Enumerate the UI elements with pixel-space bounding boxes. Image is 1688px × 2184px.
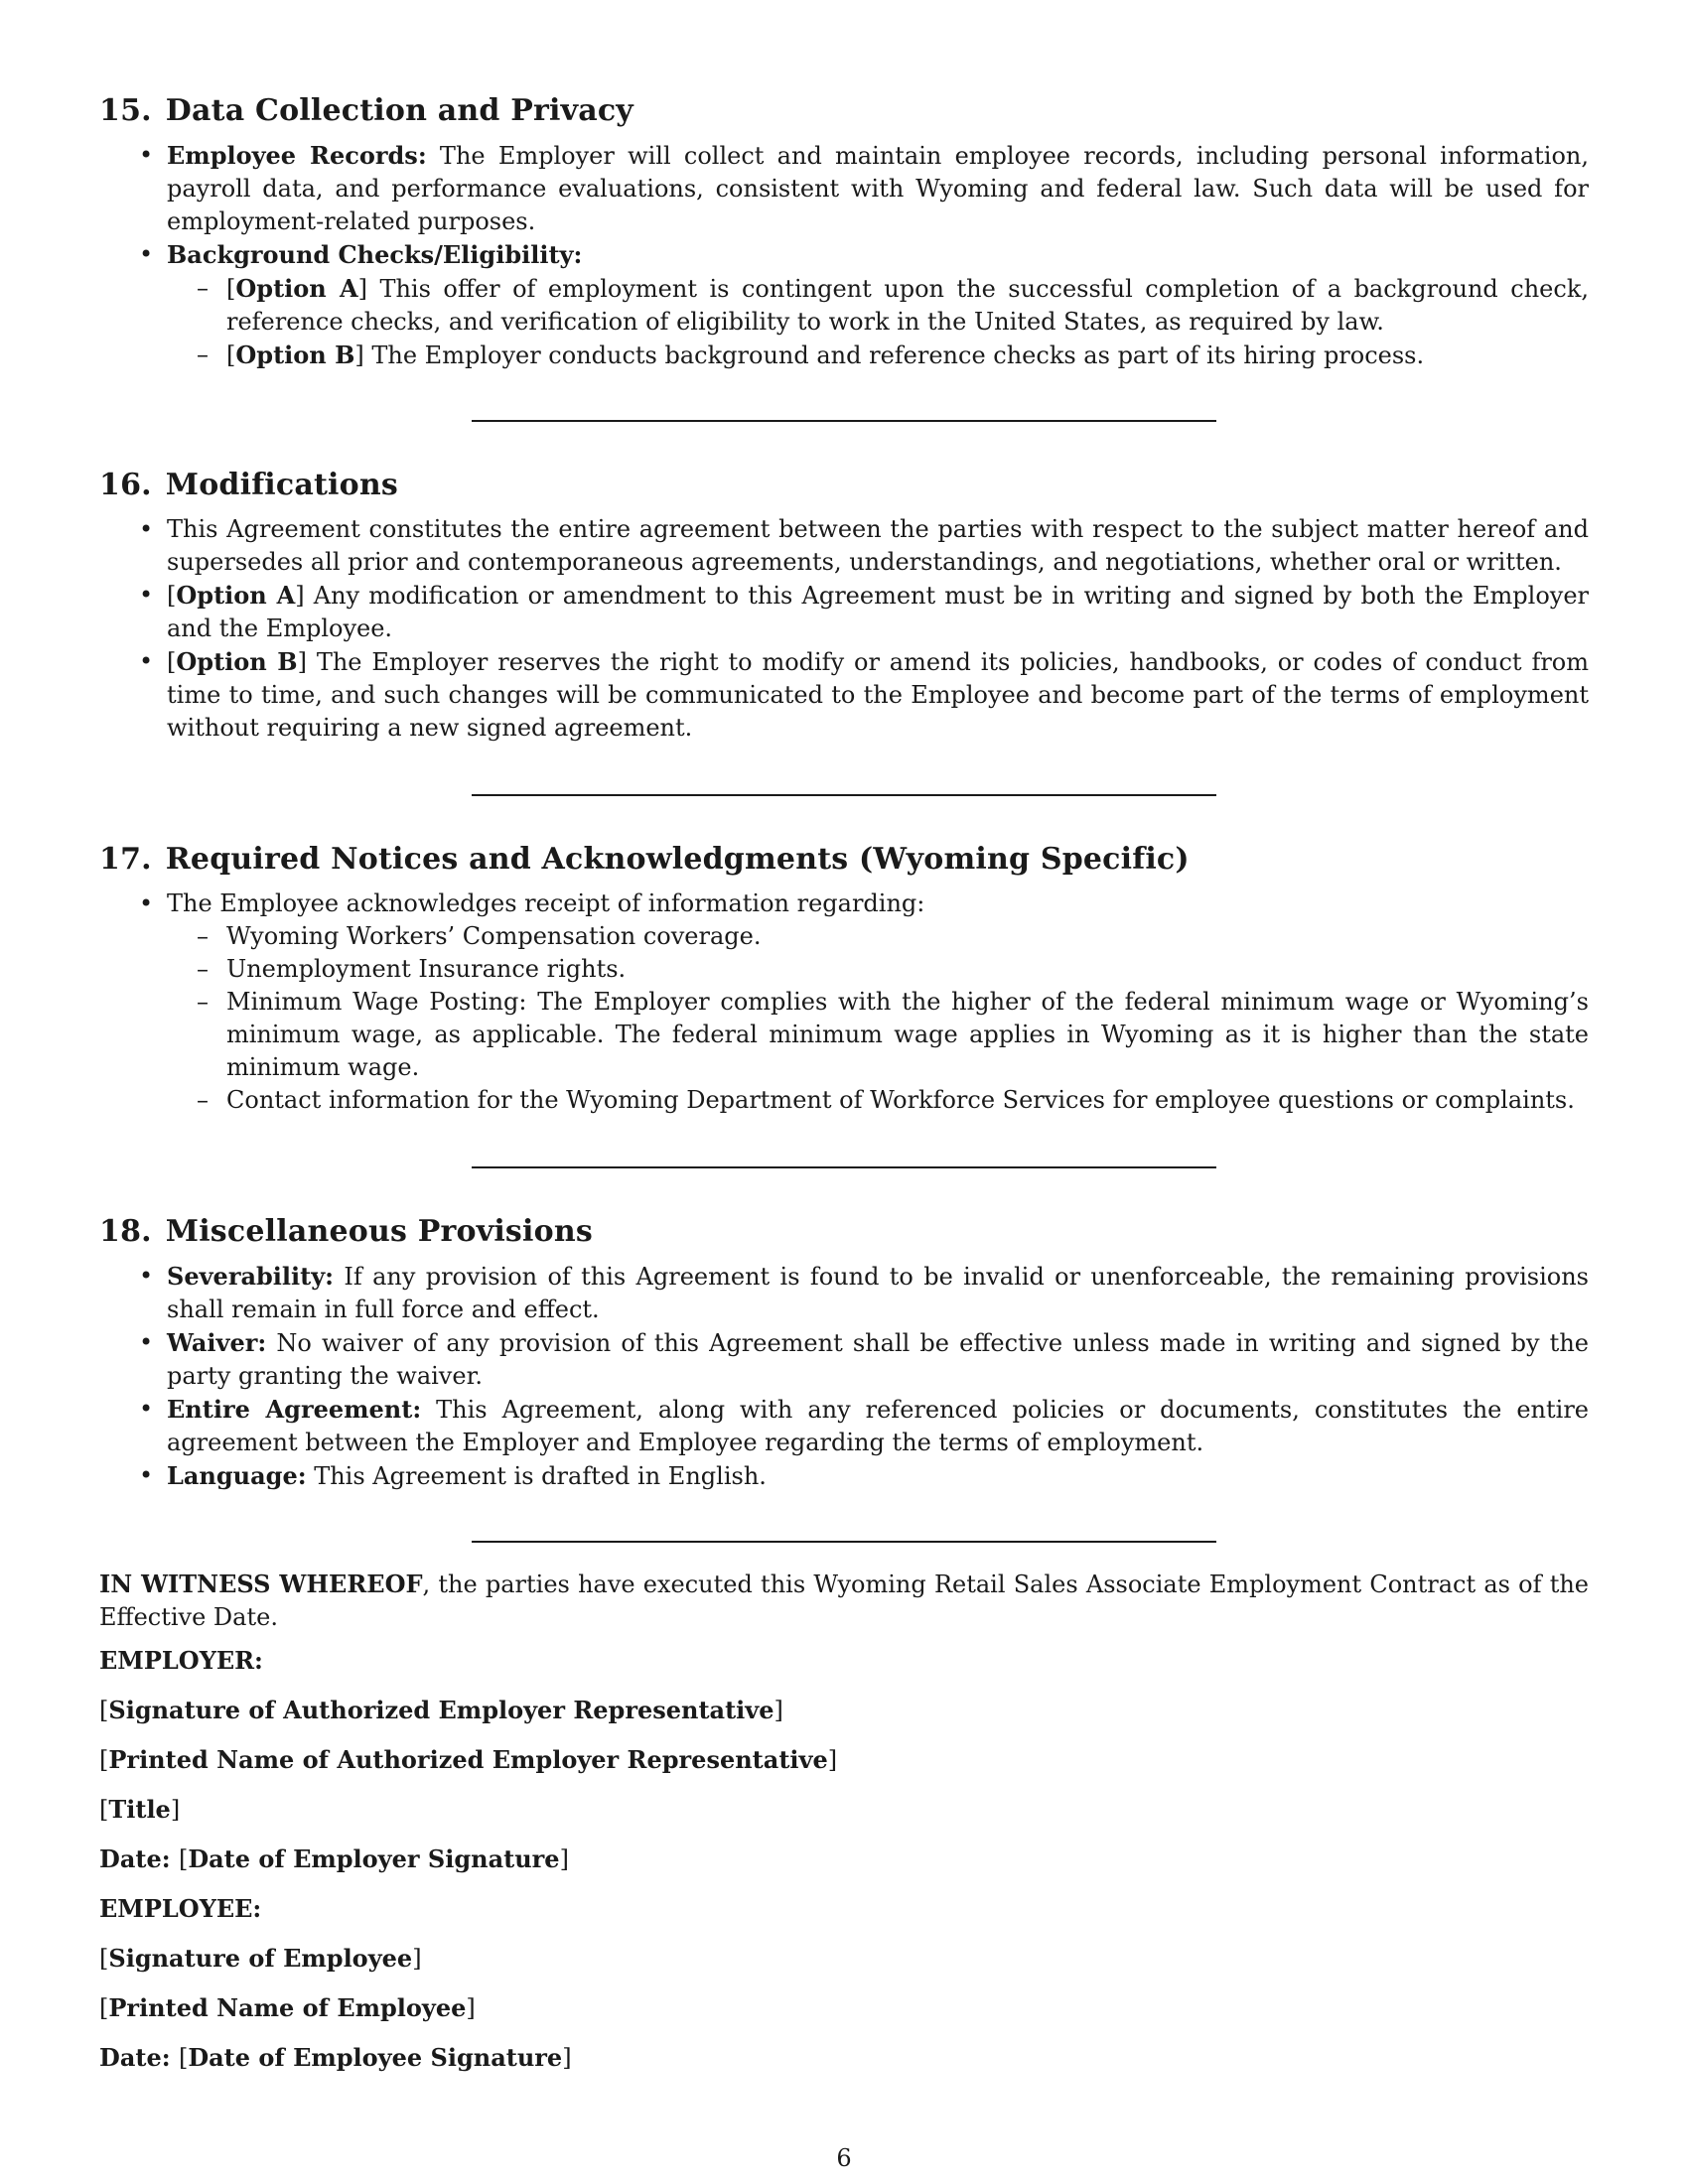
section-16	[99, 466, 1589, 745]
item-label: Background Checks/Eligibility:	[167, 240, 583, 269]
page-number: 6	[836, 2144, 852, 2172]
employee-date-field[interactable]: Date: [Date of Employee Signature]	[99, 2043, 572, 2072]
employer-signature-field[interactable]: [Signature of Authorized Employer Representative]	[99, 1696, 783, 1724]
bullet-list	[99, 139, 1589, 372]
employee-signature-field[interactable]: [Signature of Employee]	[99, 1944, 422, 1973]
sub-item: – [Option B] The Employer conducts background and reference checks as part of its hiring process.	[226, 339, 1589, 372]
list-item: • [Option B] The Employer reserves the right to modify or amend its policies, handbooks, or codes of conduct from time to time, and such changes will be communicated to the Employee and become part of the terms of employment without requiring a new signed agreement.	[167, 645, 1589, 745]
sub-item: – [Option A] This offer of employment is contingent upon the successful completion of a background check, reference checks, and verification of eligibility to work in the United States, as required by law.	[226, 272, 1589, 339]
witness-clause: IN WITNESS WHEREOF, the parties have executed this Wyoming Retail Sales Associate Employment Contract as of the Effective Date.	[99, 1570, 1590, 1631]
list-item: • The Employee acknowledges receipt of information regarding: – Wyoming Workers’ Compensation coverage. – Unemployment Insurance rights. – Minimum Wage Posting: The Employer complies with the higher of the federal minimum wage or Wyoming’s minimum wage, as applicable. The federal minimum wage applies in Wyoming as it is higher than the state minimum wage. – Contact information for the Wyoming Department of Workforce Services for employee questions or complaints.	[167, 887, 1589, 1117]
employer-title-field[interactable]: [Title]	[99, 1795, 181, 1824]
bullet-list	[99, 887, 1589, 1117]
section-heading: 18. Miscellaneous Provisions	[99, 1214, 593, 1249]
sub-item: – Minimum Wage Posting: The Employer complies with the higher of the federal minimum wage or Wyoming’s minimum wage, as applicable. The federal minimum wage applies in Wyoming as it is higher than the state minimum wage.	[226, 986, 1589, 1084]
section-heading: 15. Data Collection and Privacy	[99, 93, 633, 128]
employer-heading: EMPLOYER:	[99, 1646, 263, 1675]
section-15	[99, 91, 1589, 372]
section-heading: 16. Modifications	[99, 468, 398, 502]
divider	[472, 420, 1216, 422]
list-item: • Waiver: No waiver of any provision of this Agreement shall be effective unless made in writing and signed by the party granting the waiver.	[167, 1326, 1589, 1393]
section-heading: 17. Required Notices and Acknowledgments (Wyoming Specific)	[99, 842, 1190, 877]
bullet-list	[99, 1260, 1589, 1493]
employee-heading: EMPLOYEE:	[99, 1894, 262, 1923]
divider	[472, 1166, 1216, 1168]
divider	[472, 794, 1216, 796]
list-item: • Language: This Agreement is drafted in English.	[167, 1459, 1589, 1493]
bullet-list	[99, 513, 1589, 745]
sub-item: – Unemployment Insurance rights.	[226, 953, 1589, 986]
employee-printed-name-field[interactable]: [Printed Name of Employee]	[99, 1993, 476, 2022]
section-18	[99, 1212, 1589, 1493]
sub-list	[167, 272, 1589, 372]
divider	[472, 1541, 1216, 1543]
list-item: • Employee Records: The Employer will collect and maintain employee records, including personal information, payroll data, and performance evaluations, consistent with Wyoming and federal law. Such data will be used for employment-related purposes.	[167, 139, 1589, 238]
employer-date-field[interactable]: Date: [Date of Employer Signature]	[99, 1844, 569, 1873]
list-item: • Entire Agreement: This Agreement, along with any referenced policies or documents, constitutes the entire agreement between the Employer and Employee regarding the terms of employment.	[167, 1393, 1589, 1459]
sub-item: – Contact information for the Wyoming Department of Workforce Services for employee questions or complaints.	[226, 1084, 1589, 1117]
list-item: • Severability: If any provision of this Agreement is found to be invalid or unenforceable, the remaining provisions shall remain in full force and effect.	[167, 1260, 1589, 1326]
list-item: • This Agreement constitutes the entire agreement between the parties with respect to the subject matter hereof and supersedes all prior and contemporaneous agreements, understandings, and negotiations, whether oral or written.	[167, 513, 1589, 579]
sub-list	[167, 920, 1589, 1117]
item-label: Employee Records:	[167, 141, 427, 170]
sub-item: – Wyoming Workers’ Compensation coverage.	[226, 920, 1589, 953]
section-17	[99, 840, 1589, 1117]
employer-printed-name-field[interactable]: [Printed Name of Authorized Employer Representative]	[99, 1745, 838, 1774]
list-item: • [Option A] Any modification or amendment to this Agreement must be in writing and signed by both the Employer and the Employee.	[167, 579, 1589, 645]
list-item	[167, 238, 1589, 372]
